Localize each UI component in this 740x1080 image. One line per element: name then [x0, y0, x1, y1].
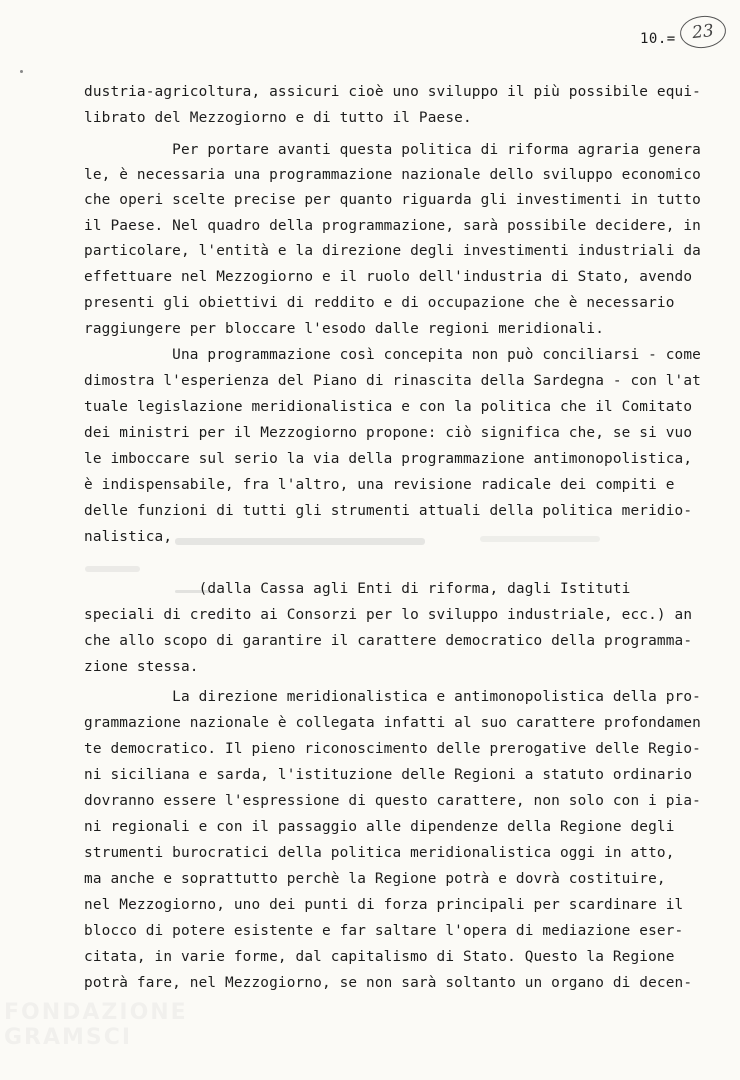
- text-line: le imboccare sul serio la via della programmazione antimonopolistica,: [84, 451, 693, 467]
- page-number: 10.=: [640, 31, 676, 47]
- text-line: dustria-agricoltura, assicuri cioè uno sviluppo il più possibile equi-: [84, 84, 701, 100]
- text-line: ni regionali e con il passaggio alle dipendenze della Regione degli: [84, 819, 675, 835]
- text-line: La direzione meridionalistica e antimonopolistica della pro-: [84, 689, 701, 705]
- text-line: dimostra l'esperienza del Piano di rinascita della Sardegna - con l'at: [84, 373, 701, 389]
- text-line: presenti gli obiettivi di reddito e di occupazione che è necessario: [84, 295, 675, 311]
- text-line: particolare, l'entità e la direzione degli investimenti industriali da: [84, 243, 701, 259]
- text-line: nel Mezzogiorno, uno dei punti di forza principali per scardinare il: [84, 897, 684, 913]
- text-line: blocco di potere esistente e far saltare l'opera di mediazione eser-: [84, 923, 684, 939]
- text-line: librato del Mezzogiorno e di tutto il Paese.: [84, 110, 472, 126]
- watermark-line: FONDAZIONE: [4, 1000, 188, 1025]
- text-line: che allo scopo di garantire il carattere democratico della programma-: [84, 633, 693, 649]
- text-line: tuale legislazione meridionalistica e con la politica che il Comitato: [84, 399, 693, 415]
- text-line: dovranno essere l'espressione di questo carattere, non solo con i pia-: [84, 793, 701, 809]
- text-line: Una programmazione così concepita non può conciliarsi - come: [84, 347, 701, 363]
- text-line: ni siciliana e sarda, l'istituzione delle Regioni a statuto ordinario: [84, 767, 693, 783]
- scan-speck: [20, 70, 23, 73]
- text-line: effettuare nel Mezzogiorno e il ruolo dell'industria di Stato, avendo: [84, 269, 693, 285]
- text-line: raggiungere per bloccare l'esodo dalle regioni meridionali.: [84, 321, 605, 337]
- text-line: grammazione nazionale è collegata infatti al suo carattere profondamen: [84, 715, 701, 731]
- text-line: speciali di credito ai Consorzi per lo sviluppo industriale, ecc.) an: [84, 607, 693, 623]
- text-line: il Paese. Nel quadro della programmazione, sarà possibile decidere, in: [84, 218, 701, 234]
- text-line: le, è necessaria una programmazione nazionale dello sviluppo economico: [84, 167, 701, 183]
- text-line: dei ministri per il Mezzogiorno propone: ciò significa che, se si vuo: [84, 425, 693, 441]
- erasure-smudge: [480, 536, 600, 542]
- erasure-smudge: [85, 566, 140, 572]
- text-line: potrà fare, nel Mezzogiorno, se non sarà soltanto un organo di decen-: [84, 975, 693, 991]
- text-line: ma anche e soprattutto perchè la Regione potrà e dovrà costituire,: [84, 871, 666, 887]
- text-line: nalistica,: [84, 529, 173, 545]
- text-line: citata, in varie forme, dal capitalismo di Stato. Questo la Regione: [84, 949, 675, 965]
- text-line: che operi scelte precise per quanto riguarda gli investimenti in tutto: [84, 192, 701, 208]
- text-line: è indispensabile, fra l'altro, una revisione radicale dei compiti e: [84, 477, 675, 493]
- text-line: Per portare avanti questa politica di riforma agraria genera: [84, 142, 701, 158]
- text-line: (dalla Cassa agli Enti di riforma, dagli Istituti: [84, 581, 631, 597]
- watermark-line: GRAMSCI: [4, 1025, 133, 1050]
- text-line: delle funzioni di tutti gli strumenti attuali della politica meridio-: [84, 503, 693, 519]
- text-line: te democratico. Il pieno riconoscimento delle prerogative delle Regio-: [84, 741, 701, 757]
- erasure-smudge: [175, 538, 425, 545]
- text-line: zione stessa.: [84, 659, 199, 675]
- archive-watermark: [4, 1000, 234, 1060]
- handwritten-circled-page-number: 23: [678, 14, 727, 51]
- text-line: strumenti burocratici della politica meridionalistica oggi in atto,: [84, 845, 675, 861]
